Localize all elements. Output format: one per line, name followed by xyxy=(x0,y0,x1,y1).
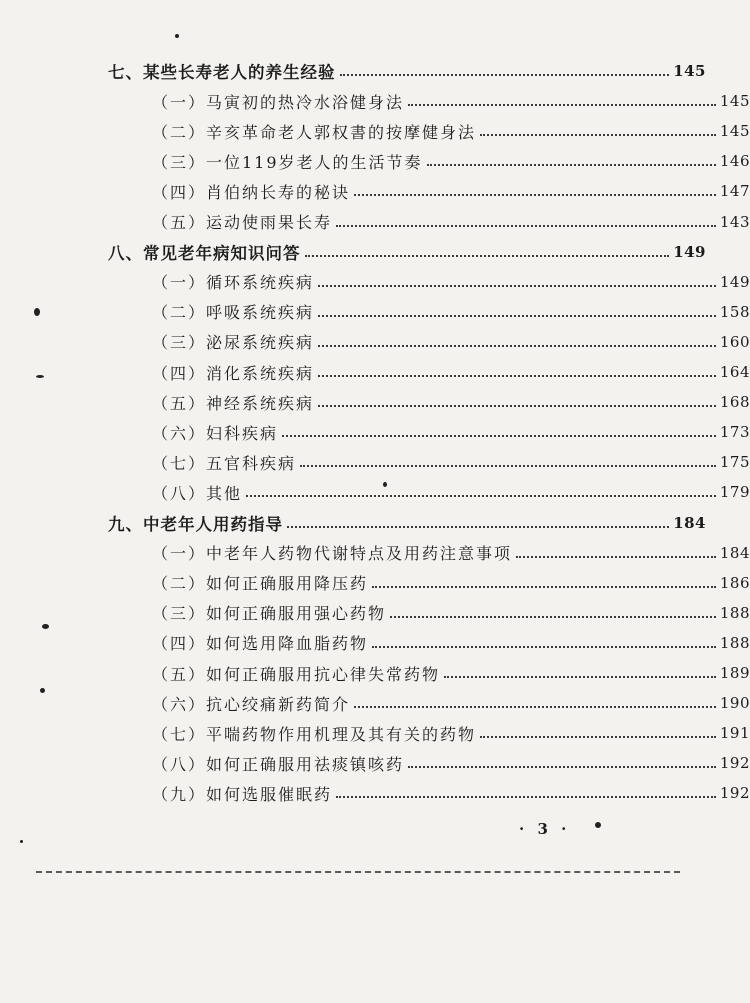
dot-leader xyxy=(318,315,716,317)
toc-section-entry xyxy=(0,748,750,778)
toc-entry-title: （四）肖伯纳长寿的秘诀 xyxy=(152,182,351,202)
toc-entry-title: （八）其他 xyxy=(152,483,243,503)
toc-section-entry xyxy=(0,568,750,598)
toc-entry-page: 175 xyxy=(719,453,750,472)
toc-entry-title: （四）如何选用降血脂药物 xyxy=(152,634,369,654)
toc-entry-page: 164 xyxy=(719,363,750,381)
toc-section-entry xyxy=(0,86,750,116)
scan-speck xyxy=(34,308,40,316)
toc-entry-title: 九、中老年人用药指导 xyxy=(108,514,283,534)
toc-entry-page: 143 xyxy=(719,212,750,231)
toc-entry-page: 146 xyxy=(719,152,750,171)
toc-entry-title: （一）马寅初的热冷水浴健身法 xyxy=(152,92,405,112)
toc-entry-title: （九）如何选服催眠药 xyxy=(152,784,333,804)
toc-section-entry xyxy=(0,116,750,146)
toc-section-entry xyxy=(0,477,750,507)
toc-entry-page: 192 xyxy=(719,784,750,803)
toc-entry-page: 179 xyxy=(719,483,750,502)
dot-leader xyxy=(480,134,716,136)
toc-section-entry xyxy=(0,176,750,206)
toc-section-entry xyxy=(0,538,750,568)
toc-entry-page: 184 xyxy=(719,543,750,562)
dot-leader xyxy=(444,676,716,678)
toc-entry-page: 145 xyxy=(719,92,750,111)
toc-entry-page: 160 xyxy=(719,332,750,351)
toc-entry-page: 189 xyxy=(719,664,750,682)
scan-speck xyxy=(40,688,45,693)
scan-speck xyxy=(36,375,44,378)
toc-entry-title: （八）如何正确服用祛痰镇咳药 xyxy=(152,754,405,774)
dot-leader xyxy=(300,465,716,467)
toc-entry-title: （六）抗心绞痛新药简介 xyxy=(152,694,351,714)
toc-entry-page: 192 xyxy=(719,754,750,773)
toc-entry-page: 188 xyxy=(719,633,750,652)
toc-entry-title: （五）如何正确服用抗心律失常药物 xyxy=(152,664,441,684)
dot-leader xyxy=(287,526,669,528)
toc-section-entry xyxy=(0,297,750,327)
toc-entry-title: （五）神经系统疾病 xyxy=(152,393,315,413)
toc-section-entry xyxy=(0,146,750,176)
page-number: · 3 · xyxy=(519,820,571,838)
bottom-rule xyxy=(36,871,680,873)
dot-leader xyxy=(282,435,716,437)
toc-section-entry xyxy=(0,357,750,387)
dot-leader xyxy=(305,255,670,257)
dot-leader xyxy=(340,74,670,76)
toc-entry-title: 七、某些长寿老人的养生经验 xyxy=(108,63,336,82)
toc-entry-page: 147 xyxy=(719,182,750,201)
dot-leader xyxy=(408,104,716,106)
toc-entry-page: 188 xyxy=(719,603,750,622)
scan-speck xyxy=(42,624,49,629)
dot-leader xyxy=(318,345,716,347)
scan-speck xyxy=(383,482,387,487)
toc-entry-title: （七）五官科疾病 xyxy=(152,453,297,473)
scan-speck xyxy=(20,840,23,843)
toc-chapter-entry xyxy=(0,56,706,86)
dot-leader xyxy=(246,495,716,497)
dot-leader xyxy=(318,405,716,407)
scan-speck xyxy=(595,822,601,828)
toc-entry-title: （七）平喘药物作用机理及其有关的药物 xyxy=(152,724,477,744)
toc-entry-page: 158 xyxy=(719,302,750,321)
toc-entry-page: 145 xyxy=(719,122,750,141)
toc-entry-title: （三）泌尿系统疾病 xyxy=(152,333,315,353)
toc-entry-page: 173 xyxy=(719,423,750,442)
dot-leader xyxy=(318,285,716,287)
toc-entry-page: 168 xyxy=(719,393,750,412)
dot-leader xyxy=(372,646,716,648)
scan-speck xyxy=(175,34,179,38)
toc-entry-page: 190 xyxy=(719,694,750,713)
dot-leader xyxy=(318,375,716,377)
toc-entry-page: 149 xyxy=(719,272,750,291)
dot-leader xyxy=(336,225,716,227)
toc-entry-page: 145 xyxy=(673,62,706,80)
toc-entry-title: 八、常见老年病知识问答 xyxy=(108,243,301,263)
toc-section-entry xyxy=(0,628,750,658)
toc-entry-title: （三）一位119岁老人的生活节奏 xyxy=(152,152,423,172)
dot-leader xyxy=(427,164,716,166)
toc-entry-title: （五）运动使雨果长寿 xyxy=(152,213,333,232)
dot-leader xyxy=(336,796,716,798)
toc-chapter-entry xyxy=(0,508,706,538)
toc-section-entry xyxy=(0,447,750,477)
toc-section-entry xyxy=(0,688,750,718)
dot-leader xyxy=(480,736,716,738)
toc-section-entry xyxy=(0,778,750,808)
toc-entry-page: 184 xyxy=(673,513,706,532)
toc-section-entry xyxy=(0,387,750,417)
toc-entry-title: （二）如何正确服用降压药 xyxy=(152,574,369,594)
toc-section-entry xyxy=(0,598,750,628)
toc-entry-title: （一）中老年人药物代谢特点及用药注意事项 xyxy=(152,544,513,564)
toc-entry-title: （六）妇科疾病 xyxy=(152,423,279,443)
dot-leader xyxy=(354,706,716,708)
toc-entry-title: （二）呼吸系统疾病 xyxy=(152,303,315,323)
toc-entry-title: （一）循环系统疾病 xyxy=(152,273,315,293)
toc-section-entry xyxy=(0,417,750,447)
toc-section-entry xyxy=(0,267,750,297)
dot-leader xyxy=(354,194,716,196)
toc-section-entry xyxy=(0,718,750,748)
toc-section-entry xyxy=(0,658,750,688)
dot-leader xyxy=(390,616,716,618)
toc-entry-page: 186 xyxy=(719,573,750,592)
toc-section-entry xyxy=(0,207,750,237)
dot-leader xyxy=(372,586,716,588)
toc-entry-title: （四）消化系统疾病 xyxy=(152,363,315,383)
toc-section-entry xyxy=(0,327,750,357)
toc-chapter-entry xyxy=(0,237,706,267)
toc-entry-page: 149 xyxy=(673,242,706,261)
toc-entry-title: （二）辛亥革命老人郭权書的按摩健身法 xyxy=(152,122,477,142)
dot-leader xyxy=(516,556,716,558)
toc-entry-page: 191 xyxy=(719,724,750,743)
dot-leader xyxy=(408,766,716,768)
toc-entry-title: （三）如何正确服用强心药物 xyxy=(152,604,387,624)
